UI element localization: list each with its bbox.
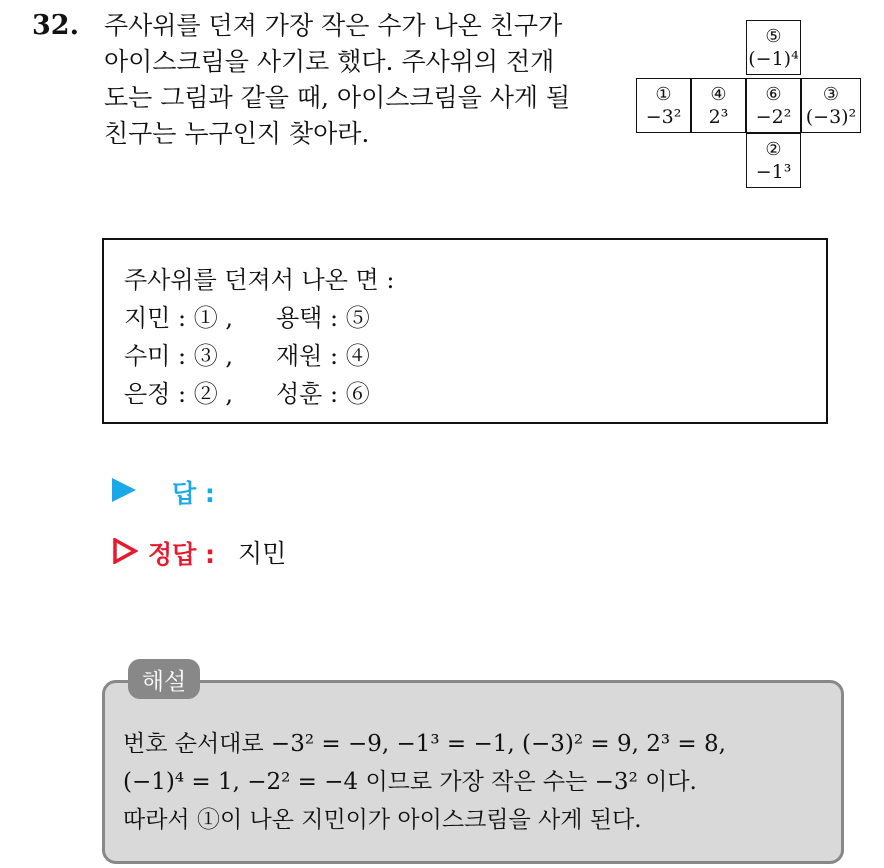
face-number: ② <box>765 138 782 160</box>
correct-value: 지민 <box>238 539 287 568</box>
correct-label: 정답 : <box>148 540 216 569</box>
explanation-line: (−1)⁴ = 1, −2² = −4 이므로 가장 작은 수는 −3² 이다. <box>123 769 697 795</box>
face-value: −2² <box>755 105 792 128</box>
results-row-right: 성훈 : ⑥ <box>276 380 370 408</box>
correct-marker-icon <box>112 538 138 564</box>
face-number: ③ <box>822 83 840 105</box>
question-text <box>104 8 604 152</box>
face-value: (−1)⁴ <box>748 47 799 70</box>
face-value: (−3)² <box>805 105 857 128</box>
face-number: ⑤ <box>765 25 782 47</box>
net-face <box>691 78 746 133</box>
net-face-top <box>746 20 801 75</box>
question-number: 32. <box>32 10 79 41</box>
answer-label: 답 : <box>172 479 215 508</box>
results-row-right: 재원 : ④ <box>276 342 370 370</box>
net-face <box>801 78 861 133</box>
question-line: 친구는 누구인지 찾아라. <box>104 119 370 148</box>
net-face <box>746 78 801 133</box>
question-line: 아이스크림을 사기로 했다. 주사위의 전개 <box>104 47 555 76</box>
net-face <box>636 78 691 133</box>
face-value: −3² <box>645 105 682 128</box>
results-title: 주사위를 던져서 나온 면 : <box>124 266 395 294</box>
answer-marker-icon <box>112 478 136 502</box>
face-value: −1³ <box>755 160 792 183</box>
results-row-left: 은정 : ② , <box>124 380 233 408</box>
explanation-tag: 해설 <box>128 659 200 699</box>
explanation-line: 따라서 ①이 나온 지민이가 아이스크림을 사게 된다. <box>123 807 642 833</box>
face-number: ① <box>655 83 672 105</box>
question-line: 주사위를 던져 가장 작은 수가 나온 친구가 <box>104 11 563 40</box>
results-row-left: 지민 : ① , <box>124 304 233 332</box>
results-row-left: 수미 : ③ , <box>124 342 233 370</box>
explanation-line: 번호 순서대로 −3² = −9, −1³ = −1, (−3)² = 9, 2³ = 8, <box>123 731 726 757</box>
results-box <box>102 238 828 424</box>
dice-net-diagram <box>636 20 866 192</box>
face-number: ⑥ <box>765 83 782 105</box>
face-value: 2³ <box>708 105 729 128</box>
results-row-right: 용택 : ⑤ <box>276 304 370 332</box>
face-number: ④ <box>710 83 727 105</box>
explanation-box <box>102 680 844 864</box>
net-face-bottom <box>746 133 801 188</box>
question-line: 도는 그림과 같을 때, 아이스크림을 사게 될 <box>104 83 571 112</box>
